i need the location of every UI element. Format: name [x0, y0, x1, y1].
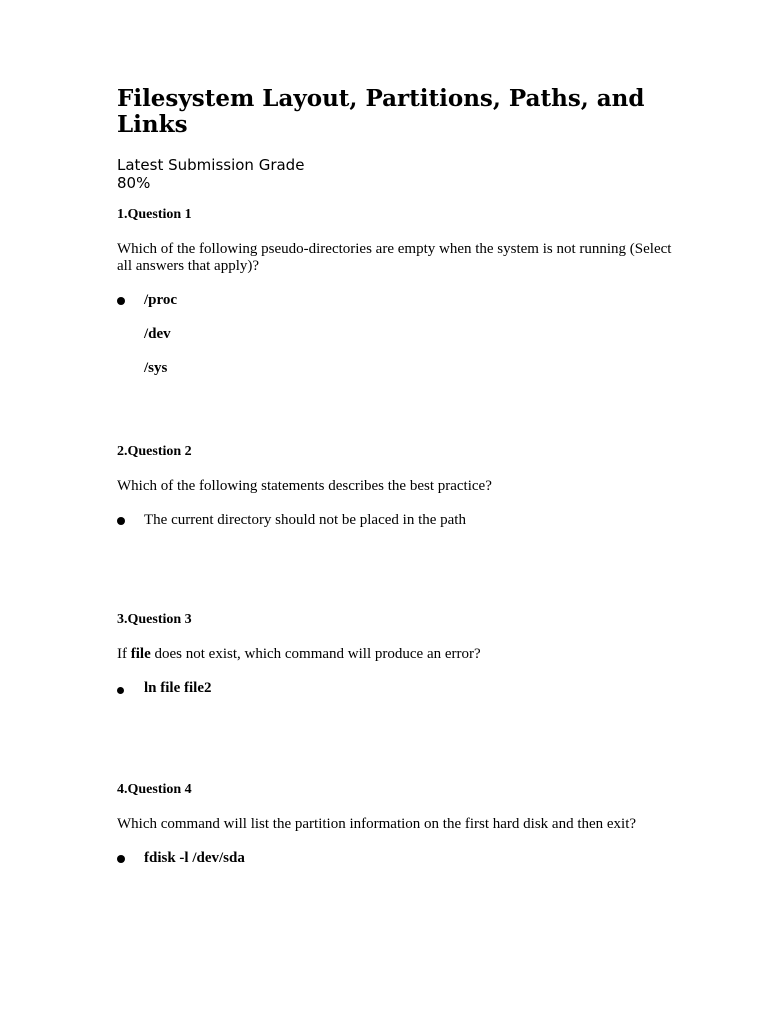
question-text-suffix: does not exist, which command will produce an error?	[150, 646, 481, 662]
question-text: Which of the following statements describes the best practice?	[117, 478, 492, 494]
selected-bullet-icon	[117, 687, 124, 694]
selected-bullet-icon	[117, 855, 125, 863]
question-text	[117, 646, 677, 663]
question-heading: 4.Question 4	[117, 782, 192, 797]
selected-bullet-icon	[117, 297, 125, 305]
question-heading: 1.Question 1	[117, 207, 192, 222]
grade-block	[117, 156, 304, 192]
question-heading: 3.Question 3	[117, 612, 192, 627]
question-heading: 2.Question 2	[117, 444, 192, 459]
answer-text: /proc	[144, 292, 178, 308]
answer-text: fdisk -l /dev/sda	[144, 850, 245, 866]
answer-text: ln file file2	[144, 680, 212, 696]
question-text-prefix: If	[117, 646, 131, 662]
selected-bullet-icon	[117, 517, 125, 525]
grade-label: Latest Submission Grade	[117, 156, 305, 174]
grade-value: 80%	[117, 174, 151, 192]
question-text: Which of the following pseudo-directories are empty when the system is not running (Select all answers that apply)?	[117, 241, 672, 274]
page-title: Filesystem Layout, Partitions, Paths, and Links	[117, 85, 645, 138]
document-page	[117, 85, 677, 866]
question-text-keyword: file	[130, 646, 151, 662]
answer-text: The current directory should not be placed in the path	[144, 512, 466, 528]
answer-text: /sys	[144, 360, 168, 376]
answer-text: /dev	[144, 326, 171, 342]
question-text: Which command will list the partition information on the first hard disk and then exit?	[117, 816, 637, 832]
